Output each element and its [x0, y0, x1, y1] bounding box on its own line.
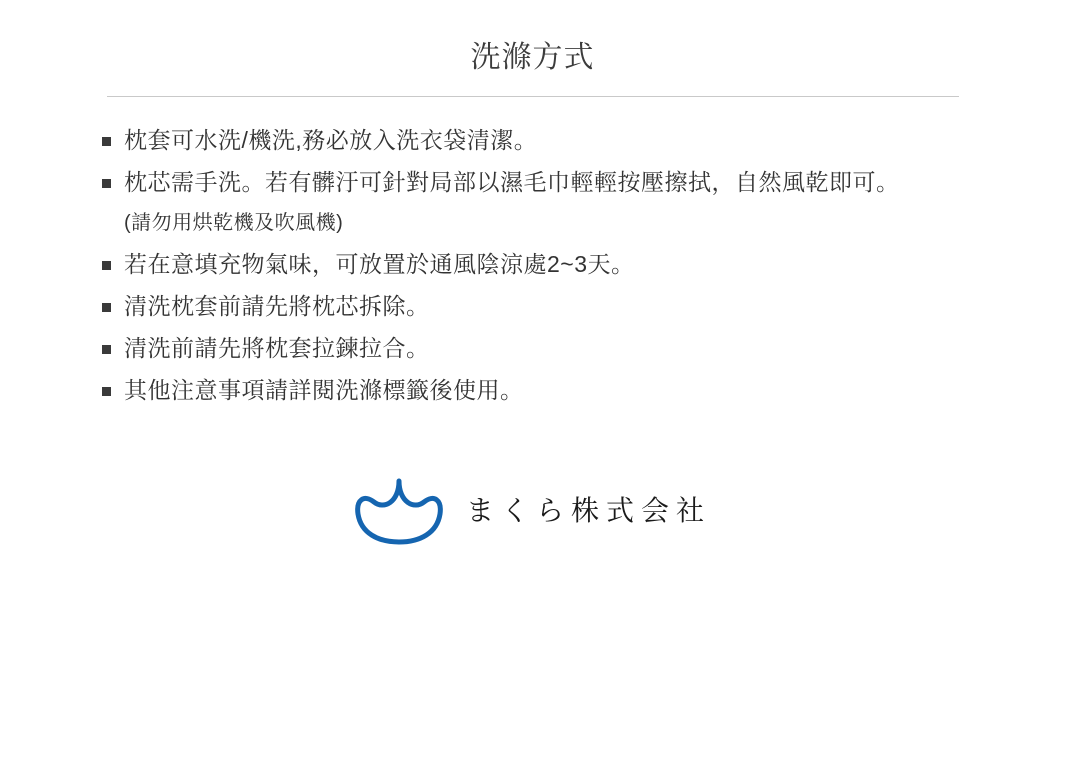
list-item — [100, 119, 960, 161]
list-item — [100, 285, 960, 327]
square-bullet-icon — [102, 261, 111, 270]
brand-name: まくら株式会社 — [465, 494, 711, 527]
list-item-subtext: (請勿用烘乾機及吹風機) — [124, 212, 344, 234]
page-title: 洗滌方式 — [470, 41, 595, 74]
square-bullet-icon — [102, 345, 111, 354]
square-bullet-icon — [102, 303, 111, 312]
list-item-text: 枕套可水洗/機洗,務必放入洗衣袋清潔。 — [124, 127, 538, 153]
list-item — [100, 161, 960, 243]
makura-pillow-icon — [354, 472, 444, 546]
square-bullet-icon — [102, 179, 111, 188]
list-item — [100, 369, 960, 411]
list-item-text: 枕芯需手洗。若有髒汙可針對局部以濕毛巾輕輕按壓擦拭，自然風乾即可。 — [124, 169, 900, 195]
list-item-text: 其他注意事項請詳閱洗滌標籤後使用。 — [124, 377, 524, 403]
title-divider — [107, 96, 959, 97]
care-instructions-list — [100, 119, 960, 411]
list-item-text: 清洗枕套前請先將枕芯拆除。 — [124, 293, 430, 319]
list-item — [100, 243, 960, 285]
list-item-text: 清洗前請先將枕套拉鍊拉合。 — [124, 335, 430, 361]
square-bullet-icon — [102, 137, 111, 146]
brand-logo — [0, 472, 1065, 546]
list-item-text: 若在意填充物氣味，可放置於通風陰涼處2~3天。 — [124, 251, 635, 277]
list-item — [100, 327, 960, 369]
square-bullet-icon — [102, 387, 111, 396]
